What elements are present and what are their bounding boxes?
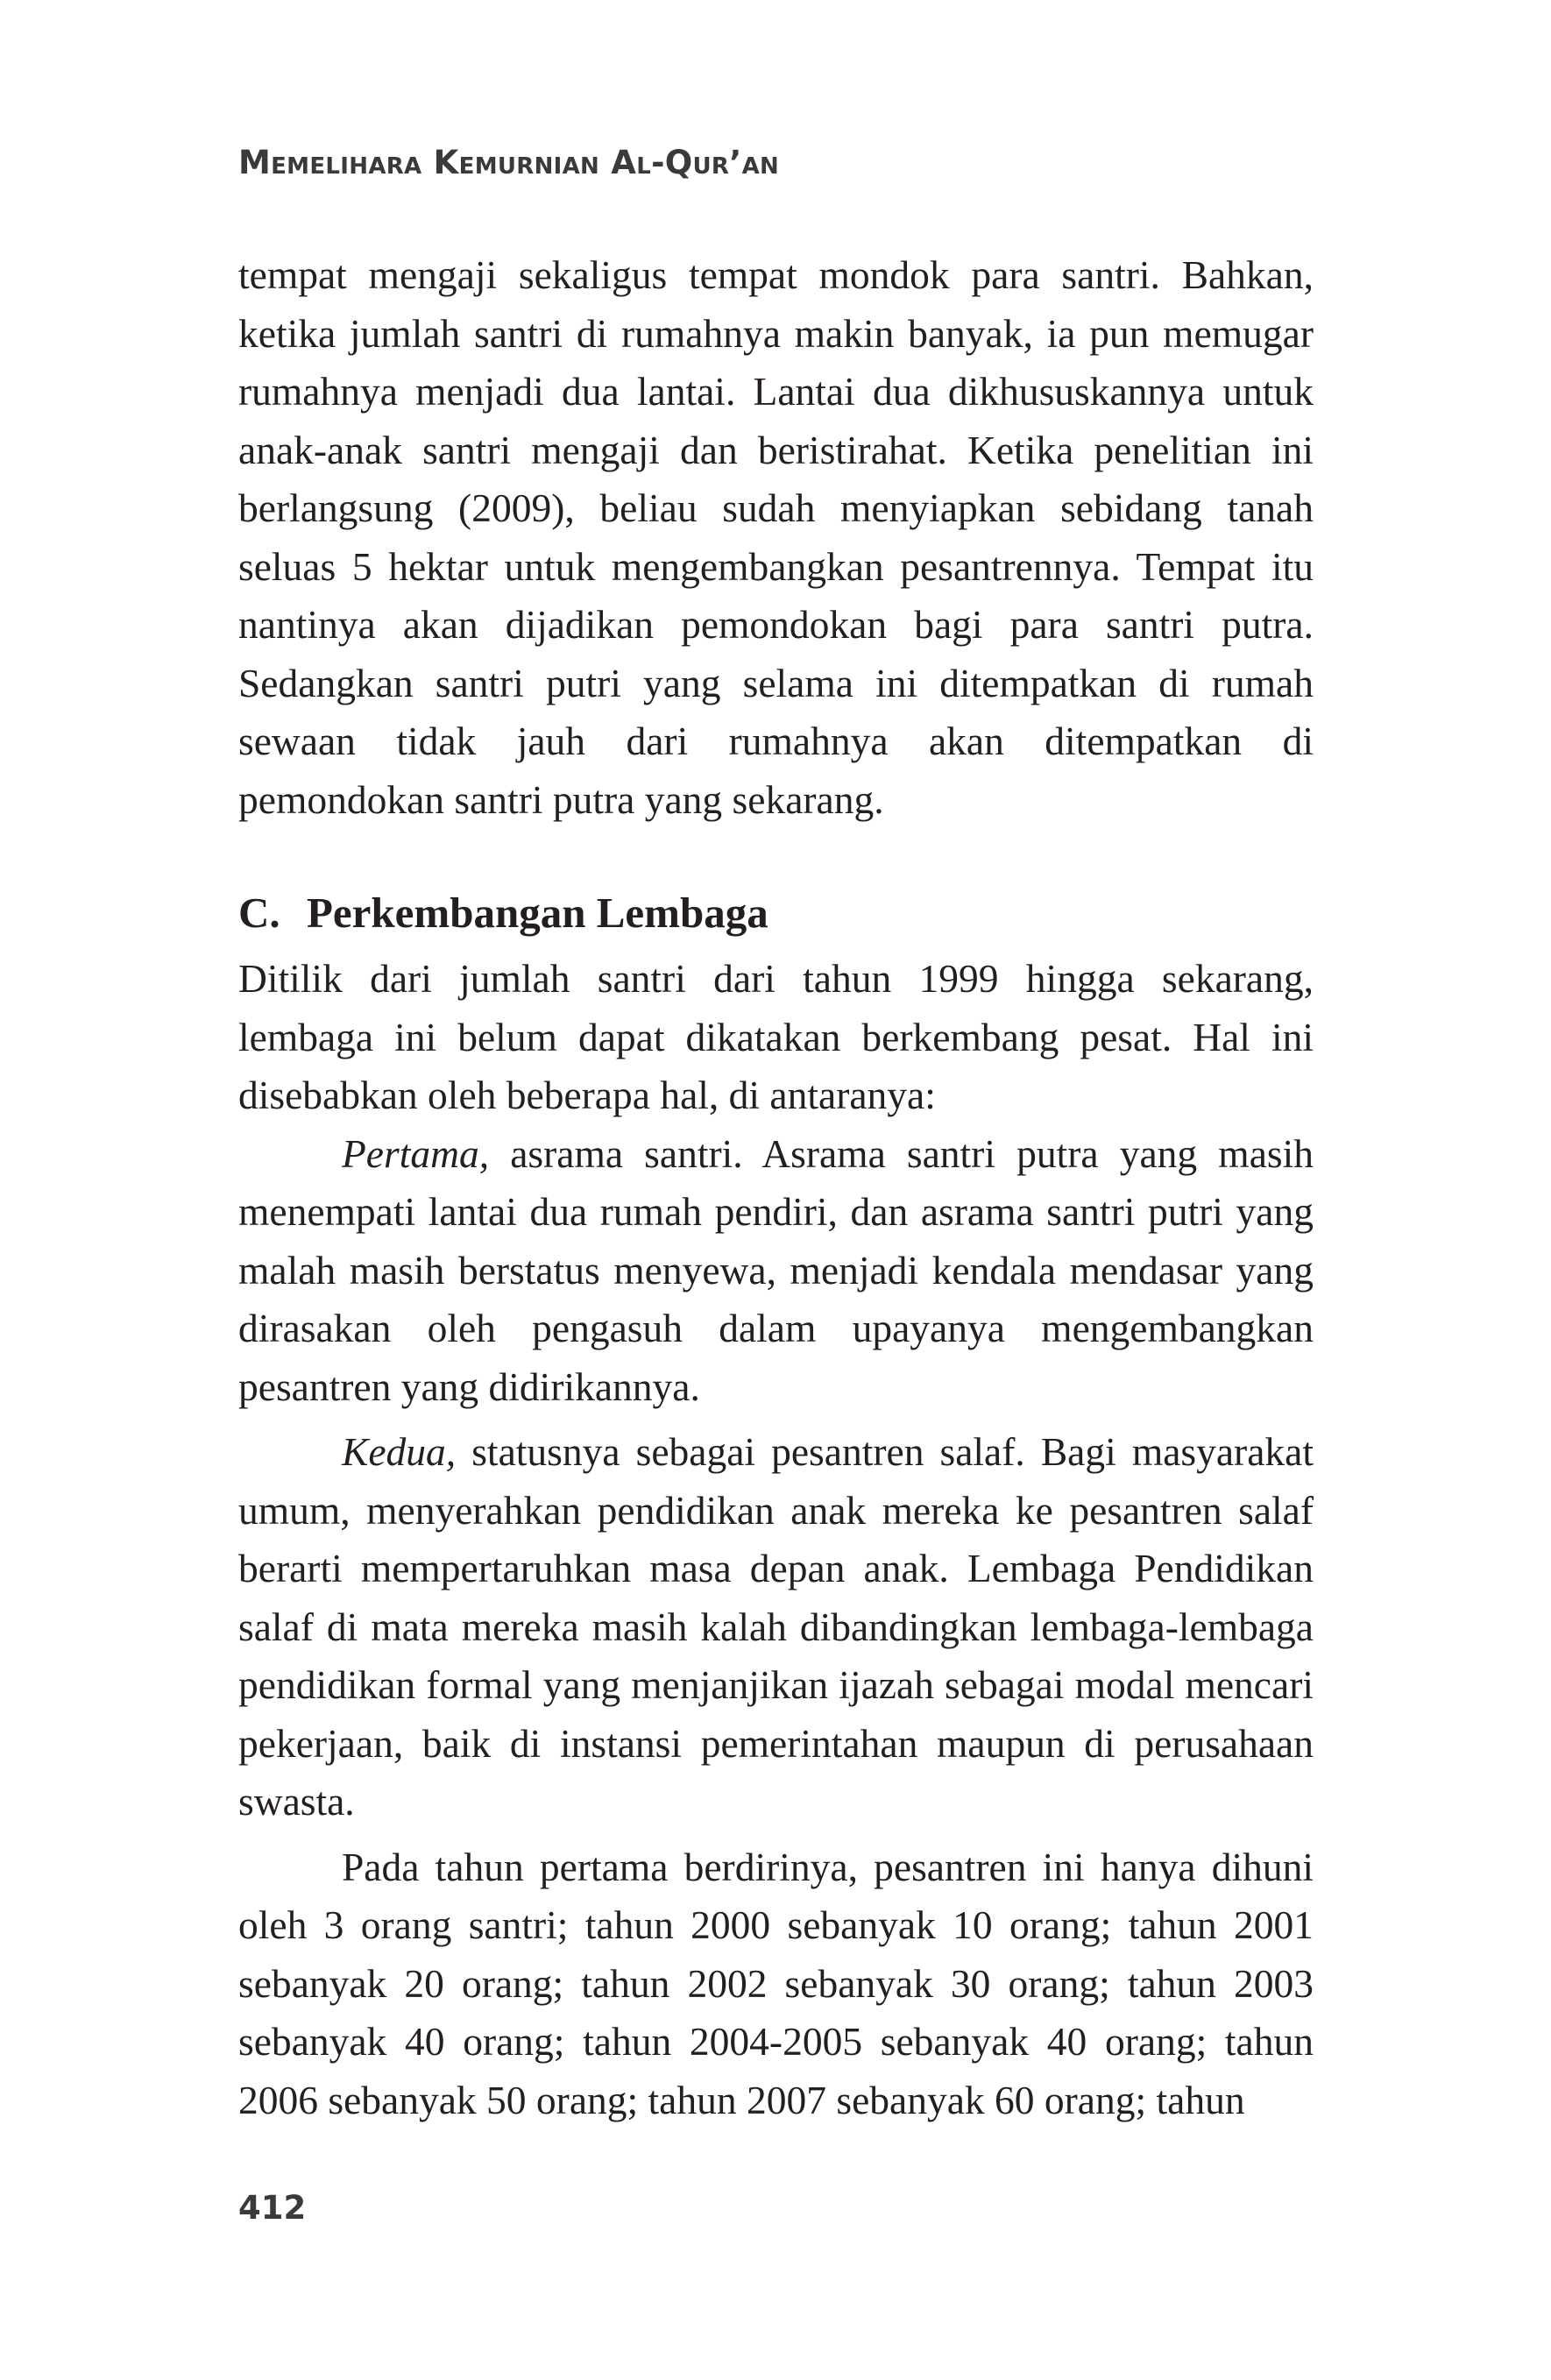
page-number: 412	[238, 2189, 307, 2227]
section-number: C.	[238, 889, 280, 937]
point-text: statusnya sebagai pesantren salaf. Bagi masyarakat umum, menyerahkan pendidikan anak mereka ke pesantren salaf berarti mempertaruhkan masa depan anak. Lembaga Pendidikan salaf di mata mereka masih kalah dibandingkan lembaga-lembaga pendidikan formal yang menjanjikan ijazah sebagai modal mencari pekerjaan, baik di instansi pemerintahan maupun di perusahaan swasta.	[238, 1429, 1314, 1824]
point-paragraph-first	[238, 1125, 1314, 1417]
closing-paragraph: Pada tahun pertama berdirinya, pesantren ini hanya dihuni oleh 3 orang santri; tahun 2000 sebanyak 10 orang; tahun 2001 sebanyak 20 orang; tahun 2002 sebanyak 30 orang; tahun 2003 sebanyak 40 orang; tahun 2004-2005 sebanyak 40 orang; tahun 2006 sebanyak 50 orang; tahun 2007 sebanyak 60 orang; tahun	[238, 1844, 1314, 2122]
intro-paragraph: Ditilik dari jumlah santri dari tahun 1999 hingga sekarang, lembaga ini belum dapat dikatakan berkembang pesat. Hal ini disebabkan oleh beberapa hal, di antaranya:	[238, 956, 1314, 1117]
point-lead: Kedua,	[342, 1429, 457, 1474]
body-text-section	[238, 950, 1314, 2129]
point-text: asrama santri. Asrama santri putra yang masih menempati lantai dua rumah pendiri, dan asrama santri putri yang malah masih berstatus menyewa, menjadi kendala mendasar yang dirasakan oleh pengasuh dalam upayanya mengembangkan pesantren yang didirikannya.	[238, 1130, 1314, 1409]
point-paragraph-second	[238, 1423, 1314, 1831]
point-lead: Pertama,	[342, 1130, 490, 1176]
section-heading	[238, 884, 768, 942]
section-title: Perkembangan Lembaga	[307, 889, 768, 937]
running-head: Memelihara Kemurnian Al-Qur’an	[238, 144, 780, 181]
paragraph: tempat mengaji sekaligus tempat mondok para santri. Bahkan, ketika jumlah santri di rumahnya makin banyak, ia pun memugar rumahnya menjadi dua lantai. Lantai dua dikhususkannya untuk anak-anak santri mengaji dan beristirahat. Ketika penelitian ini berlangsung (2009), beliau sudah menyiapkan sebidang tanah seluas 5 hektar untuk mengembangkan pesantrennya. Tempat itu nantinya akan dijadikan pemondokan bagi para santri putra. Sedangkan santri putri yang selama ini ditempatkan di rumah sewaan tidak jauh dari rumahnya akan ditempatkan di pemondokan santri putra yang sekarang.	[238, 252, 1314, 822]
body-text-top	[238, 246, 1314, 829]
